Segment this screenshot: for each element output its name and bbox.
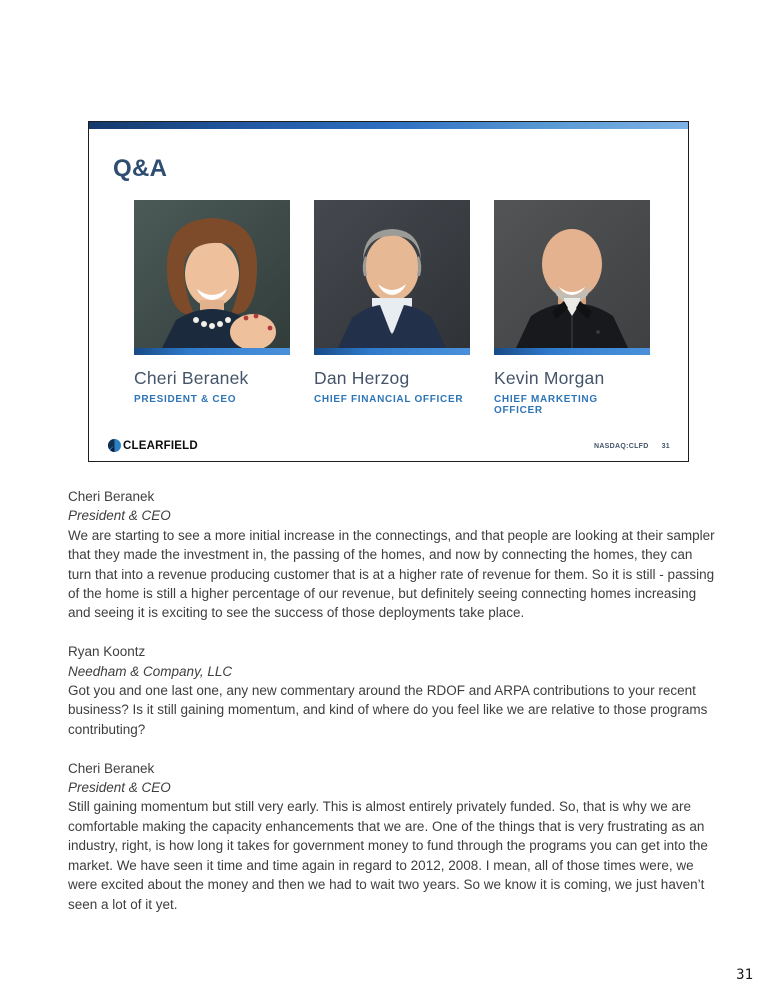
speaker-name: Ryan Koontz: [68, 644, 146, 660]
clearfield-logo-icon: [108, 439, 121, 452]
speech-text: We are starting to see a more initial increase in the connectings, and that people are looking at their sampler that they made the investment in, the passing of the homes, and now by connecting the homes, they can turn that into a revenue producing customer that is at a higher rate of revenue for them. So it is still - passing of the home is still a higher percentage of our revenue, but definitely seeing connecting homes increasing and seeing it is exciting to see the success of those deployments take place.: [68, 527, 715, 621]
executives-row: [134, 200, 650, 416]
clearfield-logo-text: CLEARFIELD: [123, 439, 198, 452]
executive-card-kevin-morgan: [494, 200, 650, 416]
portrait-photo-cheri-beranek: [134, 200, 290, 348]
person-title: PRESIDENT & CEO: [134, 394, 237, 405]
person-name: Dan Herzog: [314, 368, 410, 388]
person-name: Kevin Morgan: [494, 368, 605, 388]
person-title: CHIEF MARKETING OFFICER: [494, 394, 598, 416]
slide-top-accent-bar: [89, 122, 688, 129]
executive-card-dan-herzog: [314, 200, 470, 416]
speaker-name: Cheri Beranek: [68, 760, 155, 776]
photo-accent-bar: [494, 348, 650, 355]
speech-text: Got you and one last one, any new commentary around the RDOF and ARPA contributions to your recent business? Is it still gaining momentum, and kind of where do you feel like we are relative to those programs contributing?: [68, 683, 708, 737]
slide-title: Q&A: [113, 155, 168, 182]
page-number: 31: [736, 967, 753, 983]
transcript-block: [68, 642, 718, 739]
person-name: Cheri Beranek: [134, 368, 249, 388]
slide-footer-meta: [594, 443, 670, 450]
executive-card-cheri-beranek: [134, 200, 290, 416]
speech-text: Still gaining momentum but still very early. This is almost entirely privately funded. So, that is why we are comfortable making the capacity enhancements that we are. One of the things that is very frustrating as an industry, right, is how long it takes for government money to fund through the programs you can get into the market. We have seen it time and time again in regard to 2012, 2008. I mean, all of those times were, we were excited about the money and then we had to wait two years. So we know it is coming, we just haven’t seen a lot of it yet.: [68, 799, 708, 912]
photo-accent-bar: [134, 348, 290, 355]
speaker-role: President & CEO: [68, 780, 171, 796]
clearfield-logo: [108, 439, 198, 452]
speaker-name: Cheri Beranek: [68, 489, 155, 504]
speaker-role: President & CEO: [68, 508, 171, 524]
portrait-photo-dan-herzog: [314, 200, 470, 348]
ticker-label: NASDAQ:CLFD: [593, 443, 649, 450]
speaker-role: Needham & Company, LLC: [68, 663, 233, 679]
person-title: CHIEF FINANCIAL OFFICER: [314, 394, 464, 405]
portrait-photo-kevin-morgan: [494, 200, 650, 348]
embedded-slide: [88, 121, 689, 462]
transcript: [68, 487, 718, 914]
slide-number: 31: [661, 443, 670, 450]
transcript-block: [68, 487, 718, 623]
photo-accent-bar: [314, 348, 470, 355]
transcript-block: [68, 759, 718, 914]
